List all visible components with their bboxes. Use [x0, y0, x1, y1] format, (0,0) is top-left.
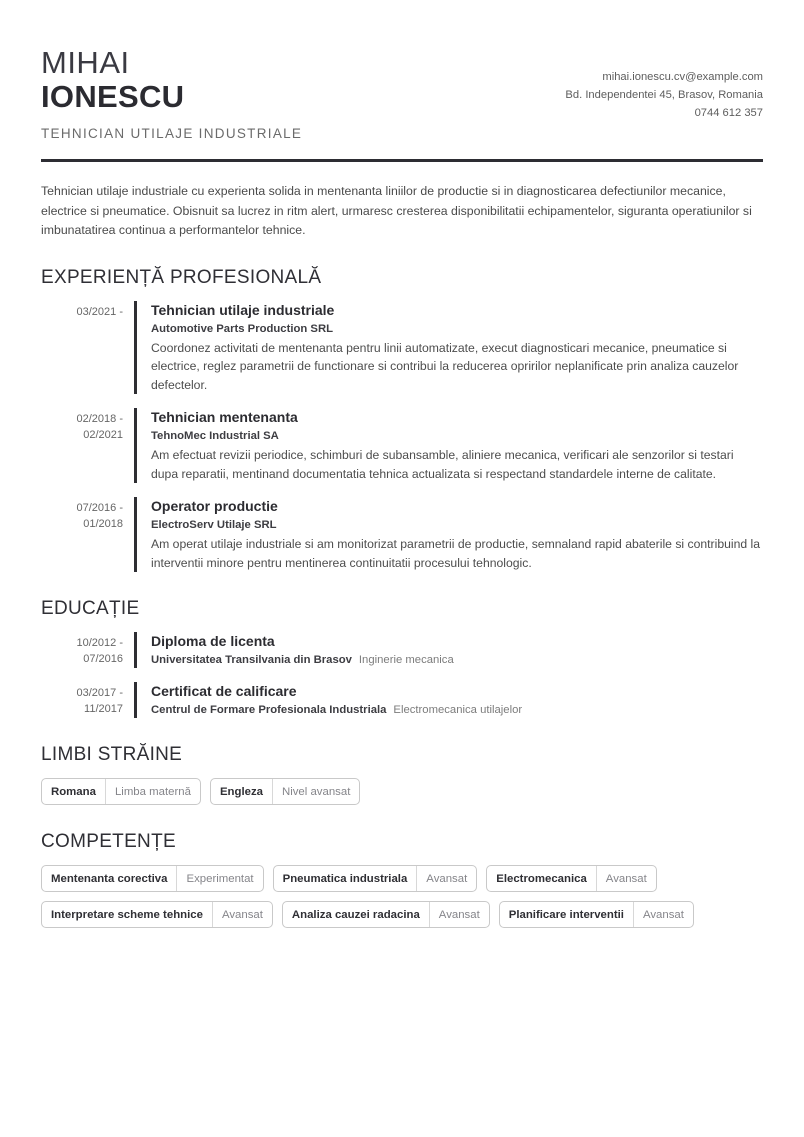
- skill-level: Avansat: [605, 872, 647, 885]
- experience-entry: [41, 408, 763, 483]
- degree-name: Diploma de licenta: [151, 633, 275, 650]
- skill-chip: [41, 865, 264, 892]
- employer-name: TehnoMec Industrial SA: [151, 430, 279, 443]
- skill-chip: [499, 901, 694, 928]
- skill-chip: [486, 865, 657, 892]
- skill-name: Electromecanica: [487, 866, 597, 891]
- skill-level: Avansat: [426, 872, 468, 885]
- last-name: IONESCU: [41, 79, 185, 115]
- employer-name: ElectroServ Utilaje SRL: [151, 519, 277, 532]
- skill-name: Planificare interventii: [500, 902, 634, 927]
- header-divider: [41, 159, 763, 162]
- date-start: 03/2021 -: [76, 305, 123, 318]
- identity-block: [41, 46, 302, 141]
- entry-body: [137, 497, 763, 572]
- entry-body: [137, 301, 763, 395]
- language-name: Engleza: [211, 779, 273, 804]
- skills-list: [41, 865, 763, 928]
- entry-dates: [41, 497, 134, 572]
- date-end: 11/2017: [84, 703, 123, 716]
- job-role: Operator productie: [151, 498, 278, 515]
- experience-entry: [41, 497, 763, 572]
- skill-chip: [282, 901, 490, 928]
- entry-body: [137, 408, 763, 483]
- contact-email: mihai.ionescu.cv@example.com: [602, 71, 763, 83]
- contact-address: Bd. Independentei 45, Brasov, Romania: [565, 89, 763, 101]
- education-list: [41, 632, 763, 718]
- experience-entry: [41, 301, 763, 395]
- skill-name: Analiza cauzei radacina: [283, 902, 430, 927]
- institution-label: Centrul de Formare Profesionala Industriala: [151, 704, 387, 717]
- experience-list: [41, 301, 763, 573]
- skill-name: Pneumatica industriala: [274, 866, 418, 891]
- professional-summary: Tehnician utilaje industriale cu experienta solida in mentenanta liniilor de productie si in diagnosticarea defectiunilor mecanice, electrice si pneumatice. Obisnuit sa lucrez in ritm alert, urmaresc cresterea disponibilitatii echipamentelor, siguranta operatiunilor si imbunatatirea continua a performantelor tehnice.: [41, 184, 752, 238]
- language-chip: [41, 778, 201, 805]
- date-end: 07/2016: [83, 653, 123, 666]
- languages-list: [41, 778, 763, 805]
- language-level: Limba maternă: [114, 785, 191, 798]
- institution-name: [151, 702, 763, 718]
- skill-name: Mentenanta corectiva: [42, 866, 177, 891]
- date-end: 02/2021: [83, 429, 123, 442]
- institution-label: Universitatea Transilvania din Brasov: [151, 654, 352, 667]
- section-title-skills: COMPETENȚE: [41, 831, 176, 853]
- section-title-experience: EXPERIENȚĂ PROFESIONALĂ: [41, 266, 322, 288]
- entry-dates: [41, 301, 134, 395]
- language-name: Romana: [42, 779, 106, 804]
- job-description: Am operat utilaje industriale si am monitorizat parametrii de productie, semnaland rapid abaterile si contribuind la interventii minore pentru mentinerea continuitatii procesului tehnologic.: [151, 537, 761, 570]
- date-start: 07/2016 -: [76, 502, 123, 515]
- date-start: 10/2012 -: [76, 637, 123, 650]
- degree-name: Certificat de calificare: [151, 683, 297, 700]
- date-start: 02/2018 -: [76, 413, 123, 426]
- section-title-languages: LIMBI STRĂINE: [41, 744, 183, 766]
- institution-name: [151, 652, 763, 668]
- employer-name: Automotive Parts Production SRL: [151, 322, 334, 335]
- skill-level: Avansat: [438, 908, 480, 921]
- section-title-education: EDUCAȚIE: [41, 598, 140, 620]
- skill-level: Avansat: [221, 908, 263, 921]
- job-role: Tehnician mentenanta: [151, 409, 298, 426]
- skill-chip: [273, 865, 478, 892]
- resume-header: [41, 0, 763, 141]
- language-chip: [210, 778, 360, 805]
- field-of-study: Inginerie mecanica: [358, 654, 454, 667]
- skill-level: Experimentat: [186, 872, 254, 885]
- entry-body: [137, 632, 763, 668]
- skill-name: Interpretare scheme tehnice: [42, 902, 213, 927]
- job-description: Am efectuat revizii periodice, schimburi de subansamble, aliniere mecanica, verificari ale senzorilor si testari dupa reparatii, mentinand documentatia tehnica actualizata si respectand standardele interne de calitate.: [151, 448, 734, 481]
- date-start: 03/2017 -: [76, 687, 123, 700]
- skill-chip: [41, 901, 273, 928]
- entry-body: [137, 682, 763, 718]
- job-role: Tehnician utilaje industriale: [151, 301, 335, 318]
- entry-dates: [41, 408, 134, 483]
- contact-phone: 0744 612 357: [694, 107, 763, 119]
- contact-block: [565, 46, 763, 122]
- job-description: Coordonez activitati de mentenanta pentru linii automatizate, execut diagnosticari mecanice, pneumatice si electrice, reglez parametrii de functionare si contribui la reducerea opririlor neplanificate prin analiza cauzelor defectelor.: [151, 340, 739, 392]
- education-entry: [41, 682, 763, 718]
- date-end: 01/2018: [83, 518, 123, 531]
- entry-dates: [41, 632, 134, 668]
- language-level: Nivel avansat: [281, 785, 351, 798]
- education-entry: [41, 632, 763, 668]
- job-title: TEHNICIAN UTILAJE INDUSTRIALE: [41, 126, 303, 142]
- first-name: MIHAI: [41, 45, 130, 80]
- field-of-study: Electromecanica utilajelor: [393, 704, 523, 717]
- skill-level: Avansat: [642, 908, 684, 921]
- entry-dates: [41, 682, 134, 718]
